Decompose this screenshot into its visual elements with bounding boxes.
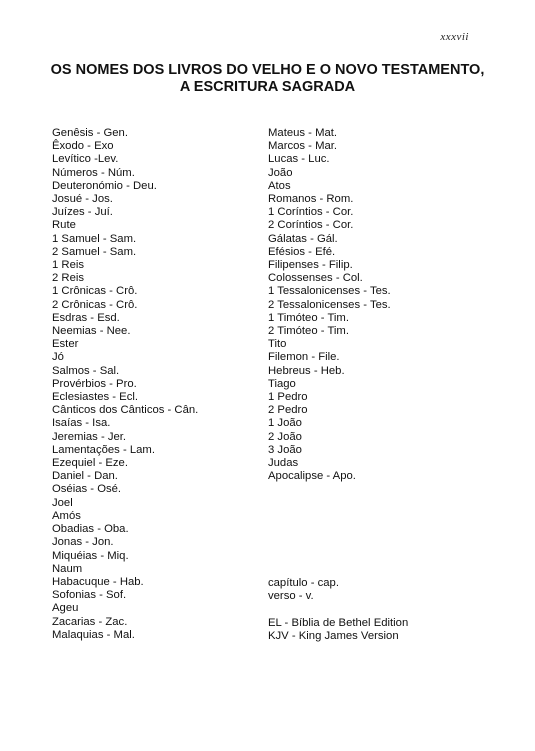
old-testament-book: Provérbios - Pro. [52, 377, 137, 390]
old-testament-book: Rute [52, 219, 76, 232]
new-testament-book: 1 Timóteo - Tim. [268, 311, 349, 324]
old-testament-book: Salmos - Sal. [52, 364, 120, 377]
el-abbreviation: EL - Bíblia de Bethel Edition [268, 616, 409, 629]
spacer [268, 603, 408, 616]
old-testament-book: Joel [52, 496, 73, 509]
old-testament-book: Josué - Jos. [52, 193, 113, 206]
new-testament-book: Colossenses - Col. [268, 272, 363, 285]
new-testament-book: 2 Pedro [268, 404, 308, 417]
old-testament-book: Jonas - Jon. [52, 536, 114, 549]
old-testament-book: Esdras - Esd. [52, 311, 120, 324]
old-testament-book: Habacuque - Hab. [52, 575, 144, 588]
new-testament-book: Marcos - Mar. [268, 140, 338, 153]
new-testament-book: 2 Timóteo - Tim. [268, 325, 349, 338]
verse-abbreviation: verso - v. [268, 590, 314, 603]
old-testament-book: Sofonias - Sof. [52, 589, 127, 602]
title-line-2: A ESCRITURA SAGRADA [179, 79, 356, 95]
new-testament-book: 1 Coríntios - Cor. [268, 206, 354, 219]
old-testament-book: Ezequiel - Eze. [52, 457, 128, 470]
old-testament-list [52, 127, 198, 642]
old-testament-book: Malaquias - Mal. [52, 628, 135, 641]
new-testament-book: Romanos - Rom. [268, 193, 354, 206]
new-testament-list [268, 127, 391, 483]
old-testament-book: Oséias - Osé. [52, 483, 122, 496]
old-testament-book: Ester [52, 338, 79, 351]
new-testament-book: João [268, 166, 293, 179]
old-testament-book: Números - Núm. [52, 166, 135, 179]
new-testament-book: Atos [268, 179, 291, 192]
new-testament-book: Efésios - Efé. [268, 245, 336, 258]
new-testament-book: Tiago [268, 377, 296, 390]
old-testament-book: 2 Reis [52, 272, 85, 285]
page-number: xxxvii [440, 31, 469, 43]
old-testament-book: Miquéias - Miq. [52, 549, 129, 562]
old-testament-book: Obadias - Oba. [52, 523, 129, 536]
new-testament-book: Filemon - File. [268, 351, 340, 364]
new-testament-book: Mateus - Mat. [268, 127, 338, 139]
old-testament-book: Levítico -Lev. [52, 153, 119, 166]
new-testament-book: 3 João [268, 443, 302, 456]
old-testament-book: Êxodo - Exo [52, 140, 114, 153]
new-testament-book: Tito [268, 338, 287, 351]
new-testament-book: 1 Tessalonicenses - Tes. [268, 285, 391, 298]
old-testament-book: Eclesiastes - Ecl. [52, 391, 139, 404]
old-testament-book: Amós [52, 509, 81, 522]
old-testament-book: Jó [52, 351, 64, 364]
old-testament-book: Zacarias - Zac. [52, 615, 128, 628]
old-testament-book: Isaías - Isa. [52, 417, 111, 430]
old-testament-book: 1 Samuel - Sam. [52, 232, 137, 245]
new-testament-book: Judas [268, 457, 299, 470]
chapter-abbreviation: capítulo - cap. [268, 577, 339, 589]
abbreviation-notes [268, 577, 408, 643]
old-testament-book: 1 Reis [52, 259, 85, 272]
new-testament-book: 1 João [268, 417, 302, 430]
old-testament-book: Jeremias - Jer. [52, 430, 127, 443]
new-testament-book: Gálatas - Gál. [268, 232, 338, 245]
old-testament-book: Ageu [52, 602, 79, 615]
old-testament-book: Naum [52, 562, 83, 575]
old-testament-book: 2 Crônicas - Crô. [52, 298, 138, 311]
new-testament-book: Filipenses - Filip. [268, 259, 353, 272]
new-testament-book: 2 João [268, 430, 302, 443]
old-testament-book: Daniel - Dan. [52, 470, 118, 483]
old-testament-book: Genêsis - Gen. [52, 127, 128, 139]
new-testament-book: 2 Tessalonicenses - Tes. [268, 298, 391, 311]
old-testament-book: Lamentações - Lam. [52, 443, 155, 456]
old-testament-book: 2 Samuel - Sam. [52, 245, 137, 258]
old-testament-book: Juízes - Juí. [52, 206, 113, 219]
old-testament-book: Neemias - Nee. [52, 325, 131, 338]
old-testament-book: Cânticos dos Cânticos - Cân. [52, 404, 199, 417]
kjv-abbreviation: KJV - King James Version [268, 629, 399, 642]
new-testament-book: 1 Pedro [268, 391, 308, 404]
title-line-1: OS NOMES DOS LIVROS DO VELHO E O NOVO TESTAMENTO, [50, 62, 485, 78]
old-testament-book: 1 Crônicas - Crô. [52, 285, 138, 298]
old-testament-book: Deuteronómio - Deu. [52, 179, 157, 192]
new-testament-book: Apocalipse - Apo. [268, 470, 356, 483]
page-title [0, 62, 535, 96]
new-testament-book: Lucas - Luc. [268, 153, 330, 166]
new-testament-book: Hebreus - Heb. [268, 364, 345, 377]
new-testament-book: 2 Coríntios - Cor. [268, 219, 354, 232]
